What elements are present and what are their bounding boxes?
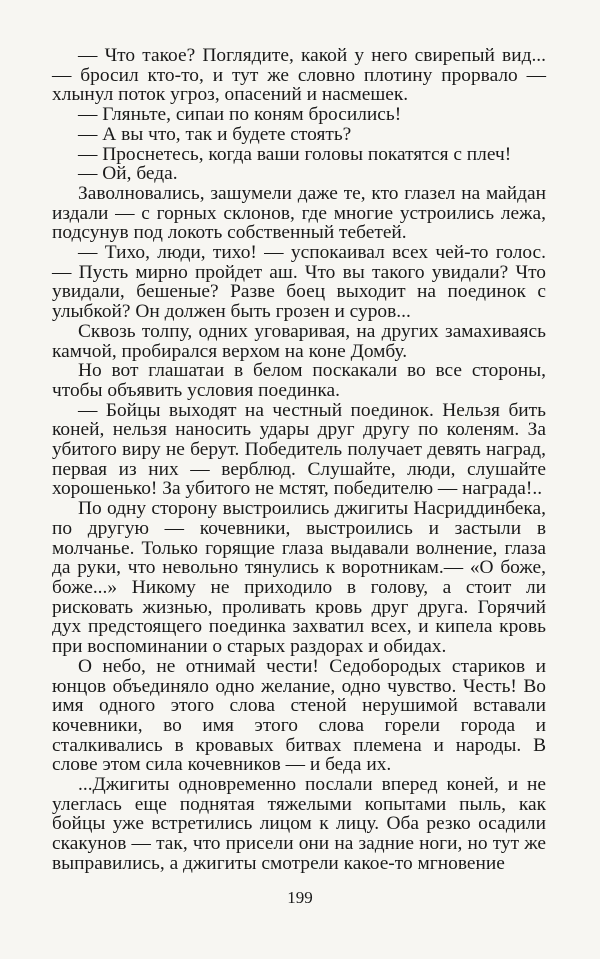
- paragraph: Но вот глашатаи в белом поскакали во все стороны, чтобы объявить условия поединка.: [52, 360, 546, 401]
- paragraph: — А вы что, так и будете стоять?: [78, 123, 352, 145]
- paragraph: — Что такое? Поглядите, какой у него свирепый вид...— бросил кто-то, и тут же словно плотину прорвало — хлынул поток угроз, опасений и насмешек.: [52, 45, 546, 106]
- paragraph: Сквозь толпу, одних уговаривая, на других замахиваясь камчой, пробирался верхом на коне Домбу.: [52, 320, 546, 362]
- paragraph: Заволновались, зашумели даже те, кто глазел на майдан издали — с горных склонов, где многие устроились лежа, подсунув под локоть собственный тебетей.: [52, 182, 546, 244]
- paragraph: — Тихо, люди, тихо! — успокаивал всех чей-то голос. — Пусть мирно пройдет аш. Что вы такого увидали? Что увидали, бешеные? Разве боец выходит на поединок с улыбкой? Он должен быть грозен и суров...: [52, 242, 546, 323]
- page-text: [52, 46, 546, 874]
- page-number: 199: [287, 888, 313, 907]
- paragraph: О небо, не отнимай чести! Седобородых стариков и юнцов объединяло одно желание, одно чувство. Честь! Во имя одного этого слова стеной нерушимой вставали кочевники, во имя этого слова горели города и сталкивались в кровавых битвах племена и народы. В слове этом сила кочевников — и беда их.: [52, 655, 546, 776]
- paragraph: — Ой, беда.: [78, 163, 178, 185]
- paragraph: — Гляньте, сипаи по коням бросились!: [78, 104, 402, 126]
- paragraph: — Бойцы выходят на честный поединок. Нельзя бить коней, нельзя наносить удары друг другу по коленям. За убитого виру не берут. Победитель получает девять наград, первая из них — верблюд. Слушайте, люди, слушайте хорошенько! За убитого не мстят, победителю — награда!..: [52, 399, 546, 500]
- paragraph: По одну сторону выстроились джигиты Насриддинбека, по другую — кочевники, выстроились и застыли в молчанье. Только горящие глаза выдавали волнение, глаза да руки, что невольно тянулись к воротникам.— «О боже, боже...» Никому не приходило в голову, а стоит ли рисковать жизнью, проливать кровь друг друга. Горячий дух предстоящего поединка захватил всех, и кипела кровь при воспоминании о старых раздорах и обидах.: [52, 498, 546, 658]
- paragraph: — Проснетесь, когда ваши головы покатятся с плеч!: [78, 143, 512, 165]
- paragraph: ...Джигиты одновременно послали вперед коней, и не улеглась еще поднятая тяжелыми копытами пыль, как бойцы уже встретились лицом к лицу. Оба резко осадили скакунов — так, что присели они на задние ноги, но тут же выправились, а джигиты смотрели какое-то мгновение: [52, 774, 546, 874]
